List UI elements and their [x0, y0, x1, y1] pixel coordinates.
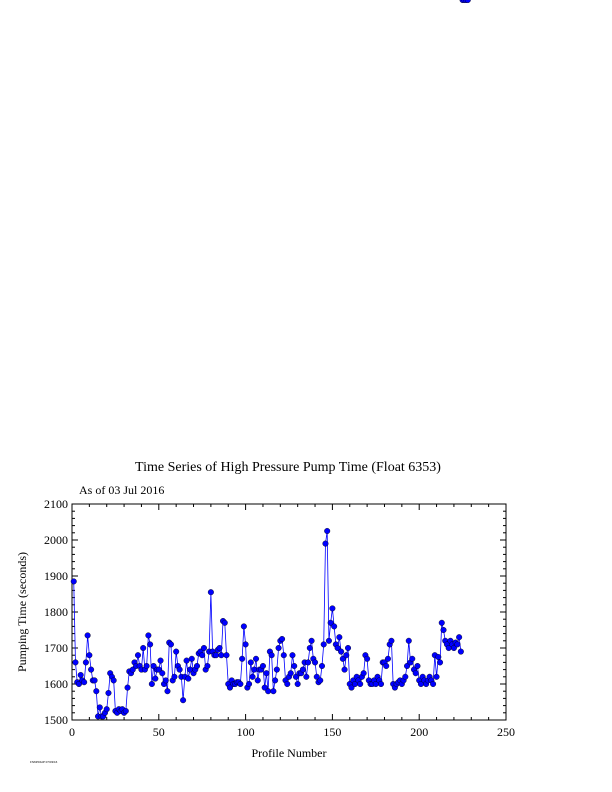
chart-subtitle: As of 03 Jul 2016 [79, 483, 165, 497]
data-point [385, 656, 391, 662]
data-point [241, 624, 247, 630]
data-point [307, 645, 313, 651]
data-point [250, 674, 256, 680]
data-point [201, 645, 207, 651]
x-tick-label: 0 [69, 725, 75, 739]
data-point [272, 678, 278, 684]
data-point [199, 652, 205, 658]
data-point [149, 681, 155, 687]
data-point [305, 660, 311, 666]
data-point [276, 645, 282, 651]
data-point [364, 656, 370, 662]
data-point [279, 636, 285, 642]
data-point [97, 705, 103, 711]
data-point [415, 663, 421, 669]
data-point [319, 663, 325, 669]
data-point [147, 642, 153, 648]
data-point [361, 670, 367, 676]
data-point [436, 654, 442, 660]
data-point [146, 633, 152, 639]
data-point [73, 660, 79, 666]
x-tick-label: 100 [236, 725, 255, 739]
data-point [409, 656, 415, 662]
y-tick-label: 1900 [44, 569, 68, 583]
data-point [330, 606, 336, 612]
data-point [87, 652, 93, 658]
data-point [321, 642, 327, 648]
data-point [357, 681, 363, 687]
plot-frame [72, 504, 506, 720]
data-point [312, 660, 318, 666]
data-point [165, 688, 171, 694]
data-point [135, 652, 141, 658]
data-point [144, 663, 150, 669]
data-point [177, 667, 183, 673]
data-point [342, 667, 348, 673]
data-point [140, 645, 146, 651]
data-point [224, 652, 230, 658]
data-point [274, 667, 280, 673]
data-point [271, 688, 277, 694]
data-point [111, 678, 117, 684]
data-point [189, 656, 195, 662]
data-point [309, 638, 315, 644]
data-point [269, 652, 275, 658]
data-point [81, 679, 87, 685]
data-point [455, 642, 461, 648]
data-point [324, 528, 330, 534]
data-point [123, 708, 129, 714]
data-point [106, 690, 112, 696]
y-tick-label: 1800 [44, 605, 68, 619]
data-point [238, 681, 244, 687]
x-tick-label: 250 [497, 725, 515, 739]
data-point [94, 688, 100, 694]
data-point [159, 670, 165, 676]
data-point [389, 638, 395, 644]
y-tick-label: 2000 [44, 533, 68, 547]
chart-title: Time Series of High Pressure Pump Time (Float 6353) [135, 460, 441, 475]
data-point [331, 624, 337, 630]
data-point [153, 676, 159, 682]
data-point [264, 670, 270, 676]
data-point [168, 642, 174, 648]
data-point [125, 685, 131, 691]
data-point [83, 660, 89, 666]
data-point [439, 620, 445, 626]
data-point [337, 634, 343, 640]
footer-note: FN6353HP 07/03/16 [30, 760, 58, 764]
data-point [92, 678, 98, 684]
data-point [284, 681, 290, 687]
data-point [243, 642, 249, 648]
y-tick-label: 1600 [44, 677, 68, 691]
data-point [300, 667, 306, 673]
y-tick-label: 1700 [44, 641, 68, 655]
x-tick-label: 200 [410, 725, 429, 739]
y-tick-label: 2100 [44, 497, 68, 511]
data-point [85, 633, 91, 639]
data-point [290, 652, 296, 658]
data-point [184, 658, 190, 664]
data-point [194, 663, 200, 669]
data-point [291, 663, 297, 669]
data-point [323, 541, 329, 547]
data-point [78, 672, 84, 678]
series-pump-time [71, 0, 471, 719]
data-point [403, 674, 409, 680]
data-point [186, 676, 192, 682]
data-point [180, 697, 186, 703]
data-point [338, 649, 344, 655]
data-point [248, 660, 254, 666]
data-point [406, 638, 412, 644]
data-point [208, 589, 214, 595]
data-point [378, 681, 384, 687]
y-axis-label: Pumping Time (seconds) [15, 551, 29, 673]
data-point [173, 649, 179, 655]
data-point [255, 678, 261, 684]
data-point [437, 660, 443, 666]
data-point [88, 667, 94, 673]
y-tick-label: 1500 [44, 713, 68, 727]
data-point [288, 670, 294, 676]
data-point [205, 663, 211, 669]
data-point [430, 681, 436, 687]
data-point [71, 579, 77, 585]
data-point [343, 652, 349, 658]
data-point [458, 649, 464, 655]
data-point [217, 645, 223, 651]
x-tick-label: 50 [152, 725, 165, 739]
data-point [317, 678, 323, 684]
data-point [239, 656, 245, 662]
axis-ticks [72, 504, 506, 720]
data-point [326, 638, 332, 644]
x-tick-label: 150 [323, 725, 342, 739]
data-point [295, 681, 301, 687]
data-point [251, 667, 257, 673]
data-point [213, 652, 219, 658]
data-point [260, 663, 266, 669]
data-point [104, 706, 110, 712]
data-point [304, 674, 310, 680]
data-point [172, 674, 178, 680]
data-point [219, 652, 225, 658]
data-point [441, 627, 447, 633]
data-point [163, 678, 169, 684]
data-point [158, 658, 164, 664]
x-axis-label: Profile Number [251, 746, 327, 760]
data-point [345, 645, 351, 651]
data-point [265, 688, 271, 694]
data-point [456, 634, 462, 640]
data-point [246, 681, 252, 687]
data-point [281, 652, 287, 658]
data-point [383, 663, 389, 669]
data-point [434, 674, 440, 680]
data-point [222, 620, 228, 626]
data-point [253, 656, 259, 662]
data-point [413, 670, 419, 676]
